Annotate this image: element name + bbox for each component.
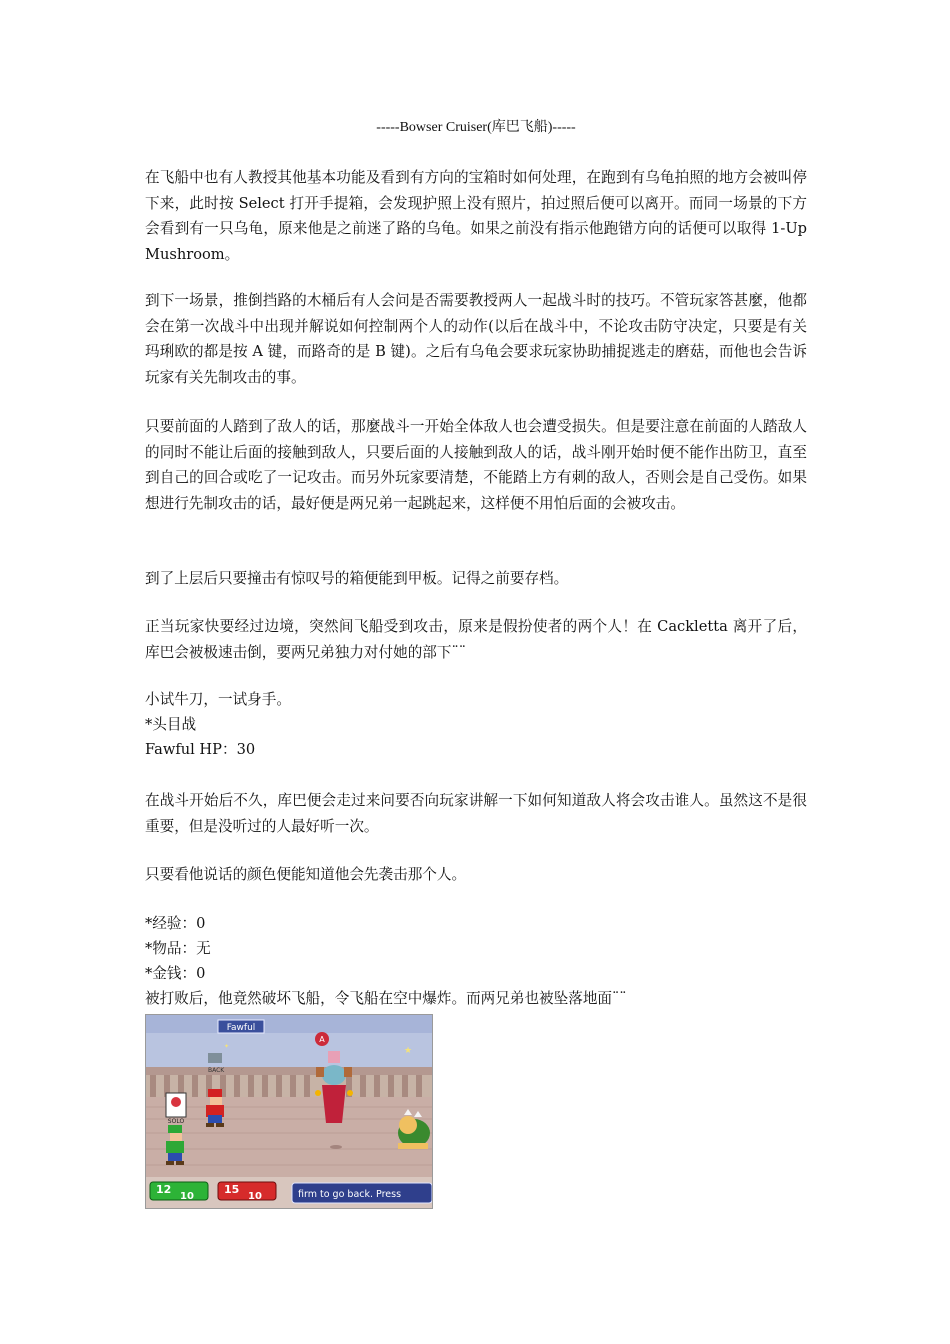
mario-hp-box <box>150 1182 208 1202</box>
boss-hp: Fawful HP：30 <box>145 741 256 758</box>
mario-hp-max: 10 <box>180 1191 194 1202</box>
paragraph-4: 到了上层后只要撞击有惊叹号的箱便能到甲板。记得之前要存档。 <box>145 570 569 587</box>
svg-text:★: ★ <box>404 1046 413 1056</box>
paragraph-2: 到下一场景，推倒挡路的木桶后有人会问是否需要教授两人一起战斗时的技巧。不管玩家答甚麼，他都会在第一次战斗中出现并解说如何控制两个人的动作(以后在战斗中，不论攻击防守决定，只要是有关玛琍欧的都是按 A 键，而路奇的是 B 键)。之后有乌龟会要求玩家协助捕捉逃走的磨菇，而他也会告诉玩家有关先制攻击的事。 <box>145 292 807 386</box>
paragraph-7: 只要看他说话的颜色便能知道他会先袭击那个人。 <box>145 866 467 883</box>
luigi-hp: 15 <box>224 1183 240 1196</box>
battle-message: firm to go back. Press <box>298 1189 402 1200</box>
paragraph-5: 正当玩家快要经过边境，突然间飞船受到攻击，原来是假扮使者的两个人！在 Cackletta 离开了后，库巴会被极速击倒，要两兄弟独力对付她的部下¨¨ <box>145 618 807 661</box>
mario-hp: 12 <box>156 1183 172 1196</box>
mario-sprite <box>206 1089 224 1127</box>
after-battle-text: 被打败后，他竟然破坏飞船，令飞船在空中爆炸。而两兄弟也被坠落地面¨¨ <box>145 990 627 1007</box>
boss-intro: 小试牛刀，一试身手。 <box>145 691 291 708</box>
boss-label: *头目战 <box>145 716 197 733</box>
enemy-name-label: Fawful <box>226 1023 256 1033</box>
game-screenshot <box>145 1014 433 1209</box>
paragraph-6: 在战斗开始后不久，库巴便会走过来问要否向玩家讲解一下如何知道敌人将会攻击谁人。虽然这不是很重要，但是没听过的人最好听一次。 <box>145 792 807 835</box>
svg-text:A: A <box>319 1035 325 1044</box>
reward-exp: *经验：0 <box>145 915 206 932</box>
solo-label: SOLO <box>167 1118 185 1125</box>
reward-item: *物品：无 <box>145 940 211 957</box>
reward-money: *金钱：0 <box>145 965 206 982</box>
back-sign-label: BACK <box>208 1067 225 1074</box>
luigi-sprite <box>166 1125 184 1165</box>
paragraph-1: 在飞船中也有人教授其他基本功能及看到有方向的宝箱时如何处理，在跑到有乌龟拍照的地方会被叫停下来，此时按 Select 打开手提箱，会发现护照上没有照片，拍过照后便可以离开。而同一场景的下方会看到有一只乌龟，原来他是之前迷了路的乌龟。如果之前没有指示他跑错方向的话便可以取得 1-Up Mushroom。 <box>145 169 807 263</box>
luigi-hp-box <box>218 1182 276 1202</box>
paragraph-3: 只要前面的人踏到了敌人的话，那麼战斗一开始全体敌人也会遭受损失。但是要注意在前面的人踏敌人的同时不能让后面的接触到敌人，只要后面的人接触到敌人的话，战斗刚开始时便不能作出防卫，直至到自己的回合或吃了一记攻击。而另外玩家要清楚，不能踏上方有刺的敌人，否则会是自己受伤。如果想进行先制攻击的话，最好便是两兄弟一起跳起来，这样便不用怕后面的会被攻击。 <box>145 418 807 512</box>
luigi-hp-max: 10 <box>248 1191 262 1202</box>
svg-text:✦: ✦ <box>224 1043 230 1050</box>
section-title: -----Bowser Cruiser(库巴飞船)----- <box>376 120 576 135</box>
